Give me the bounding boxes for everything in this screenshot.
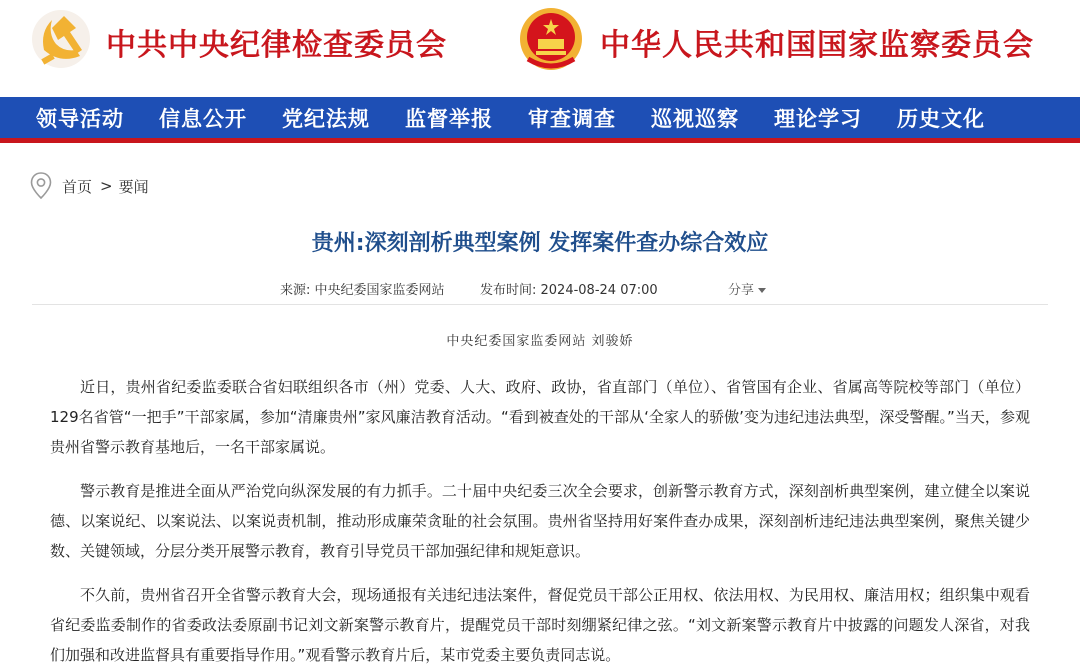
main-nav [0, 97, 1080, 143]
article-byline: 中央纪委国家监委网站 刘骏娇 [446, 334, 634, 349]
article-title: 贵州:深刻剖析典型案例 发挥案件查办综合效应 [311, 231, 769, 256]
article-paragraph: 近日，贵州省纪委监委联合省妇联组织各市（州）党委、人大、政府、政协，省直部门（单位）、省管国有企业、省属高等院校等部门（单位）129名省管“一把手”干部家属，参加“清廉贵州”家风廉洁教育活动。“看到被查处的干部从‘全家人的骄傲’变为违纪违法典型，深受警醒。”当天，参观贵州省警示教育基地后，一名干部家属说。 [50, 378, 1030, 456]
nav-item-report[interactable]: 监督举报 [405, 105, 493, 131]
breadcrumb-home-link[interactable]: 首页 [62, 177, 93, 196]
org-name-ccdi: 中共中央纪律检查委员会 [106, 28, 447, 63]
nav-item-leadership[interactable]: 领导活动 [36, 105, 124, 131]
caret-down-icon [758, 288, 766, 293]
national-emblem-icon[interactable] [518, 5, 584, 73]
article-paragraph: 不久前，贵州省召开全省警示教育大会，现场通报有关违纪违法案件，督促党员干部公正用权、依法用权、为民用权、廉洁用权；组织集中观看省纪委监委制作的省委政法委原副书记刘文新案警示教育片，提醒党员干部时刻绷紧纪律之弦。“刘文新案警示教育片中披露的问题发人深省，对我们加强和改进监督具有重要指导作用。”观看警示教育片后，某市党委主要负责同志说。 [50, 586, 1030, 664]
meta-divider [32, 304, 1048, 305]
party-emblem-icon[interactable] [30, 6, 92, 72]
breadcrumb-separator: > [100, 177, 113, 195]
nav-item-info-disclosure[interactable]: 信息公开 [159, 105, 247, 131]
article-meta [0, 279, 1080, 299]
nav-item-theory[interactable]: 理论学习 [774, 105, 862, 131]
article-body [50, 372, 1030, 672]
article-source: 来源: 中央纪委国家监委网站 [280, 283, 445, 298]
share-label: 分享 [728, 283, 755, 298]
article-publish-time: 发布时间: 2024-08-24 07:00 [480, 283, 658, 298]
breadcrumb-current-link[interactable]: 要闻 [118, 177, 149, 196]
nav-item-history[interactable]: 历史文化 [897, 105, 985, 131]
nav-item-investigation[interactable]: 审查调查 [528, 105, 616, 131]
site-header [0, 0, 1080, 97]
article-paragraph: 警示教育是推进全面从严治党向纵深发展的有力抓手。二十届中央纪委三次全会要求，创新警示教育方式，深刻剖析典型案例，建立健全以案说德、以案说纪、以案说法、以案说责机制，推动形成廉荣贪耻的社会氛围。贵州省坚持用好案件查办成果，深刻剖析违纪违法典型案例，聚焦关键少数、关键领域，分层分类开展警示教育，教育引导党员干部加强纪律和规矩意识。 [50, 482, 1030, 560]
share-button[interactable] [728, 279, 766, 298]
nav-item-inspection[interactable]: 巡视巡察 [651, 105, 739, 131]
org-name-nsc: 中华人民共和国国家监察委员会 [600, 28, 1034, 63]
nav-item-regulations[interactable]: 党纪法规 [282, 105, 370, 131]
breadcrumb [30, 172, 149, 200]
location-pin-icon [30, 172, 52, 200]
